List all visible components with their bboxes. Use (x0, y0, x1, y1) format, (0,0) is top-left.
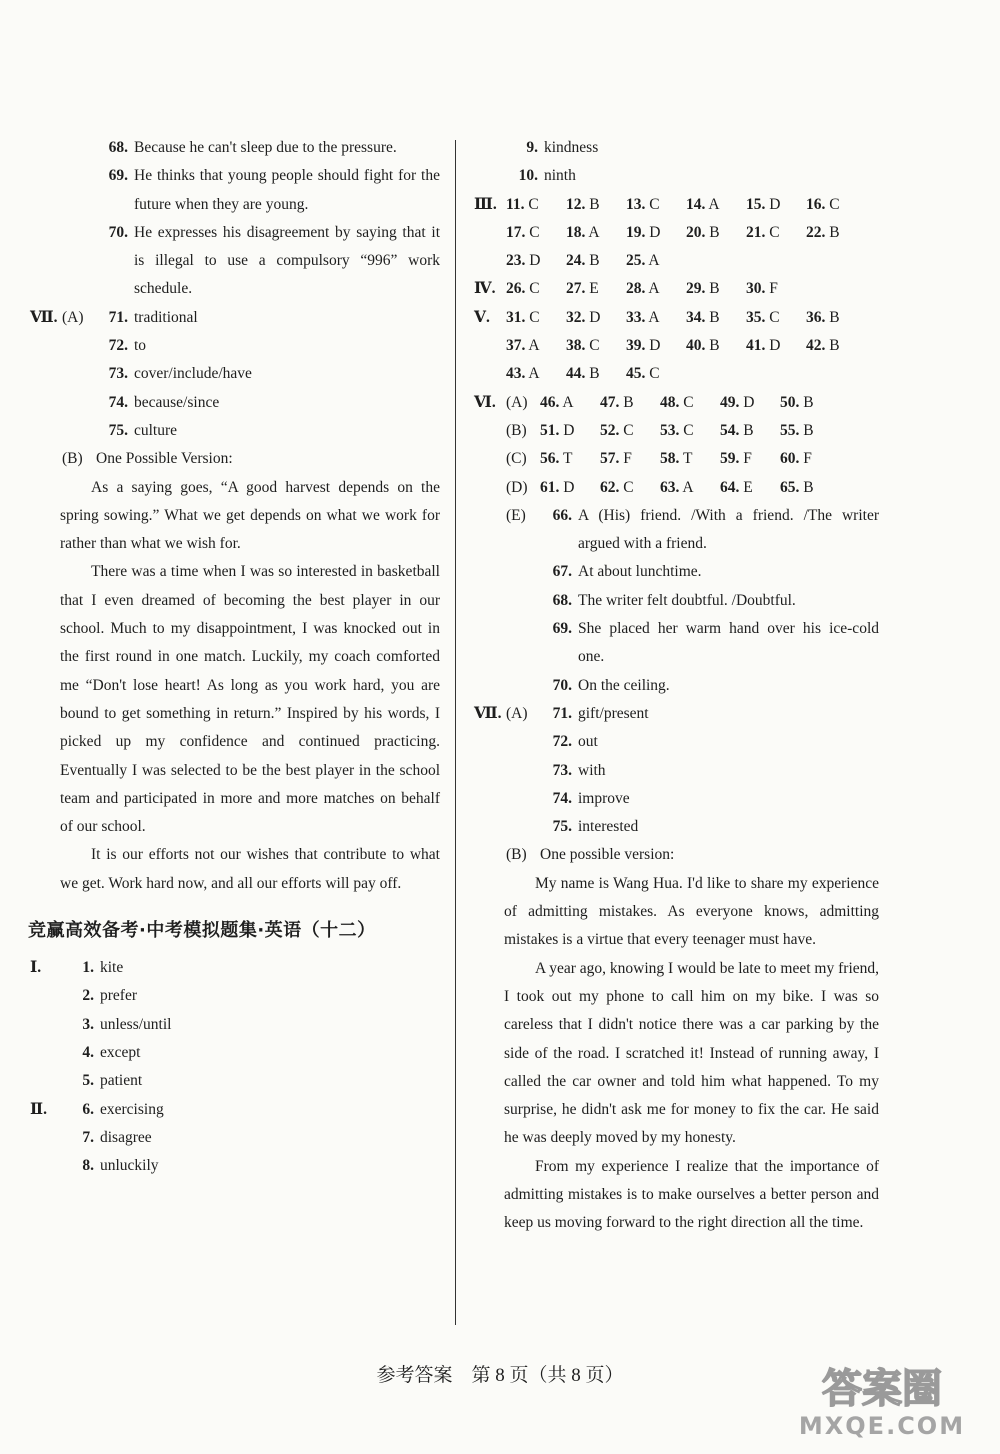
essay-paragraph: It is our efforts not our wishes that contribute to what we get. Work hard now, and all our efforts will pay off. (60, 846, 440, 892)
question-number: 72. (552, 733, 572, 751)
page-footer: 参考答案 第 8 页（共 8 页） (376, 1365, 624, 1386)
essay-paragraph: My name is Wang Hua. I'd like to share my experience of admitting mistakes. As everyone knows, admitting mistakes is a virtue that every teenager must have. (504, 874, 879, 949)
section-label: Ⅶ. (474, 704, 502, 722)
answer-row (474, 474, 879, 502)
answer-item: 33. A (626, 308, 660, 326)
list-item (30, 304, 440, 332)
answer-text: out (578, 733, 598, 751)
question-number: 70. (552, 676, 572, 694)
question-number: 72. (108, 337, 128, 355)
list-item (30, 954, 440, 982)
section-4 (474, 275, 879, 303)
answer-item: 30. F (746, 280, 778, 298)
answer-item: 16. C (806, 195, 840, 213)
answer-item: 15. D (746, 195, 781, 213)
question-number: 10. (518, 167, 538, 185)
sub-label: (A) (62, 308, 84, 326)
answer-item: 24. B (566, 252, 600, 270)
answer-text: The writer felt doubtful. /Doubtful. (578, 591, 796, 609)
answer-text: On the ceiling. (578, 676, 670, 694)
list-item (30, 982, 440, 1010)
question-number: 1. (82, 959, 94, 977)
question-number: 74. (552, 789, 572, 807)
list-item (30, 1011, 440, 1039)
question-number: 73. (108, 365, 128, 383)
answer-item: 40. B (686, 337, 720, 355)
section-7-fill (30, 304, 440, 445)
answer-text: A (His) friend. /With a friend. /The writer argued with a friend. (578, 506, 879, 553)
question-number: 7. (82, 1128, 94, 1146)
answer-row (474, 304, 879, 332)
answer-text: disagree (100, 1128, 152, 1146)
list-item (474, 672, 879, 700)
question-number: 2. (82, 987, 94, 1005)
section-5 (474, 304, 879, 389)
answer-text: except (100, 1043, 141, 1061)
answer-text: exercising (100, 1100, 164, 1118)
list-item (30, 1096, 440, 1124)
watermark-domain: MXQE.COM (798, 1412, 966, 1440)
list-item (30, 389, 440, 417)
question-number: 68. (552, 591, 572, 609)
answer-text: kite (100, 959, 124, 977)
question-number: 75. (108, 421, 128, 439)
answer-item: 23. D (506, 252, 541, 270)
answer-item: 61. D (540, 478, 575, 496)
answer-item: 34. B (686, 308, 720, 326)
list-item (30, 1039, 440, 1067)
section-label: Ⅶ. (30, 308, 58, 326)
essay (474, 870, 879, 1238)
list-item (474, 615, 879, 672)
answer-text: unless/until (100, 1015, 172, 1033)
answer-row (474, 247, 879, 275)
question-number: 74. (108, 393, 128, 411)
answer-item: 43. A (506, 365, 540, 383)
answer-item: 36. B (806, 308, 840, 326)
answer-item: 45. C (626, 365, 660, 383)
list-item (30, 417, 440, 445)
question-number: 75. (552, 818, 572, 836)
answer-text: culture (134, 421, 178, 439)
answer-item: 32. D (566, 308, 601, 326)
answer-item: 54. B (720, 421, 754, 439)
answer-item: 60. F (780, 450, 812, 468)
answer-item: 17. C (506, 223, 540, 241)
answer-item: 12. B (566, 195, 600, 213)
answer-item: 48. C (660, 393, 694, 411)
answer-item: 19. D (626, 223, 661, 241)
answer-row (474, 445, 879, 473)
list-item (474, 700, 879, 728)
answer-item: 31. C (506, 308, 540, 326)
question-number: 67. (552, 563, 572, 581)
answer-item: 27. E (566, 280, 599, 298)
section-label: Ⅳ. (474, 280, 496, 298)
sub-label: (C) (506, 450, 527, 468)
section-heading: 竞赢高效备考·中考模拟题集·英语（十二） (28, 920, 376, 942)
sub-label: (B) (62, 450, 83, 468)
answer-text: kindness (544, 139, 599, 156)
list-item (474, 785, 879, 813)
answer-69 (30, 162, 440, 219)
answer-item: 59. F (720, 450, 752, 468)
question-number: 73. (552, 761, 572, 779)
question-number: 69. (108, 167, 128, 185)
answer-text: prefer (100, 987, 137, 1005)
sub-label: (B) (506, 421, 527, 439)
answer-item: 50. B (780, 393, 814, 411)
answer-item: 13. C (626, 195, 660, 213)
answer-item: 42. B (806, 337, 840, 355)
sub-label: (A) (506, 393, 528, 411)
answer-text: patient (100, 1072, 143, 1090)
answer-text: She placed her warm hand over his ice-cold one. (578, 620, 879, 666)
section-label: Ⅲ. (474, 195, 497, 213)
sub-label: (A) (506, 704, 528, 722)
essay-label-row (30, 445, 440, 473)
answer-item: 58. T (660, 450, 693, 468)
list-item (474, 134, 879, 162)
answer-row (474, 417, 879, 445)
answer-item: 14. A (686, 195, 720, 213)
answer-item: 38. C (566, 337, 600, 355)
answer-70 (30, 219, 440, 304)
list-item (474, 728, 879, 756)
essay-paragraph: A year ago, knowing I would be late to meet my friend, I took out my phone to call him on my bike. I was so careless that I didn't notice there was a car parking by the side of the road. I scratched it! Instead of running away, I called the car owner and told him what happened. To my surprise, he didn't ask me for money to fix the car. He said he was deeply moved by my honesty. (504, 959, 879, 1147)
section-label: Ⅱ. (30, 1100, 47, 1118)
question-number: 66. (552, 506, 572, 524)
list-item (30, 1067, 440, 1095)
answer-row (474, 332, 879, 360)
answer-text: traditional (134, 308, 198, 326)
answer-text: because/since (134, 393, 220, 411)
essay-title: One possible version: (540, 846, 675, 864)
question-number: 69. (552, 620, 572, 638)
answer-item: 57. F (600, 450, 632, 468)
answer-item: 56. T (540, 450, 573, 468)
answer-text: He expresses his disagreement by saying that it is illegal to use a compulsory “996” work schedule. (134, 223, 440, 298)
list-item (30, 360, 440, 388)
list-item (474, 558, 879, 586)
question-number: 8. (82, 1157, 94, 1175)
essay-title: One Possible Version: (96, 450, 233, 468)
question-number: 6. (82, 1100, 94, 1118)
answer-text: He thinks that young people should fight for the future when they are young. (134, 167, 440, 213)
answer-row (474, 275, 879, 303)
answer-68 (30, 134, 440, 162)
answer-item: 51. D (540, 421, 575, 439)
answer-row (474, 360, 879, 388)
question-number: 3. (82, 1015, 94, 1033)
answer-row (474, 219, 879, 247)
answer-item: 35. C (746, 308, 780, 326)
section-1 (30, 954, 440, 1095)
answer-row (474, 191, 879, 219)
watermark-logo (782, 1358, 982, 1440)
question-number: 71. (108, 308, 128, 326)
list-item (474, 162, 879, 190)
answer-item: 52. C (600, 421, 634, 439)
essay (30, 474, 440, 898)
answer-row (474, 389, 879, 417)
essay-paragraph: As a saying goes, “A good harvest depends on the spring sowing.” What we get depends on what we work for rather than what we wish for. (60, 478, 440, 553)
question-number: 70. (108, 223, 128, 241)
list-item (30, 1124, 440, 1152)
answer-item: 65. B (780, 478, 814, 496)
question-number: 68. (108, 139, 128, 156)
left-column (30, 134, 440, 1180)
section-label: Ⅴ. (474, 308, 490, 326)
answer-item: 47. B (600, 393, 634, 411)
answer-item: 46. A (540, 393, 574, 411)
answer-item: 29. B (686, 280, 720, 298)
list-item (474, 502, 879, 559)
answer-text: unluckily (100, 1157, 159, 1175)
essay-paragraph: From my experience I realize that the importance of admitting mistakes is to make ourselves a better person and keep us moving forward to the right direction all the time. (504, 1157, 879, 1232)
answer-text: cover/include/have (134, 365, 252, 383)
answer-item: 64. E (720, 478, 753, 496)
question-number: 9. (526, 139, 538, 156)
watermark-text: 答案圈 (822, 1366, 942, 1412)
answer-item: 26. C (506, 280, 540, 298)
section-label: Ⅵ. (474, 393, 496, 411)
answer-text: interested (578, 818, 639, 836)
answer-item: 49. D (720, 393, 755, 411)
section-7 (474, 700, 879, 841)
answer-item: 55. B (780, 421, 814, 439)
answer-item: 21. C (746, 223, 780, 241)
list-item (474, 813, 879, 841)
answer-item: 53. C (660, 421, 694, 439)
list-item (474, 757, 879, 785)
right-column (474, 134, 879, 1238)
essay-label-row (474, 841, 879, 869)
answer-item: 25. A (626, 252, 660, 270)
section-label: Ⅰ. (30, 959, 42, 977)
answer-item: 18. A (566, 223, 600, 241)
section-6 (474, 389, 879, 700)
question-number: 4. (82, 1043, 94, 1061)
answer-item: 62. C (600, 478, 634, 496)
answer-text: ninth (544, 167, 576, 185)
answer-item: 20. B (686, 223, 720, 241)
list-item (30, 332, 440, 360)
sub-label: (B) (506, 846, 527, 864)
section-2 (30, 1096, 440, 1181)
answer-item: 37. A (506, 337, 540, 355)
question-number: 71. (552, 704, 572, 722)
answer-item: 41. D (746, 337, 781, 355)
section-3 (474, 191, 879, 276)
answer-text: At about lunchtime. (578, 563, 702, 581)
answer-item: 44. B (566, 365, 600, 383)
answer-item: 28. A (626, 280, 660, 298)
answer-text: with (578, 761, 606, 779)
answer-item: 22. B (806, 223, 840, 241)
answer-item: 63. A (660, 478, 694, 496)
answer-text: Because he can't sleep due to the pressure. (134, 139, 397, 156)
list-item (474, 587, 879, 615)
sub-label: (E) (506, 506, 526, 524)
list-item (30, 1152, 440, 1180)
column-divider (455, 140, 456, 1325)
essay-paragraph: There was a time when I was so interested in basketball that I even dreamed of becoming the best player in our school. Much to my disappointment, I was knocked out in the first round in one match. Luckily, my coach comforted me “Don't lose heart! As long as you work hard, you are bound to get something in return.” Inspired by his words, I picked up my confidence and continued practicing. Eventually I was selected to be the best player in the school team and participated in more and more matches on behalf of our school. (60, 563, 440, 836)
question-number: 5. (82, 1072, 94, 1090)
answer-text: to (134, 337, 147, 355)
answer-item: 39. D (626, 337, 661, 355)
answer-text: improve (578, 789, 630, 807)
sub-label: (D) (506, 478, 528, 496)
answer-item: 11. C (506, 195, 539, 213)
answer-text: gift/present (578, 704, 649, 722)
